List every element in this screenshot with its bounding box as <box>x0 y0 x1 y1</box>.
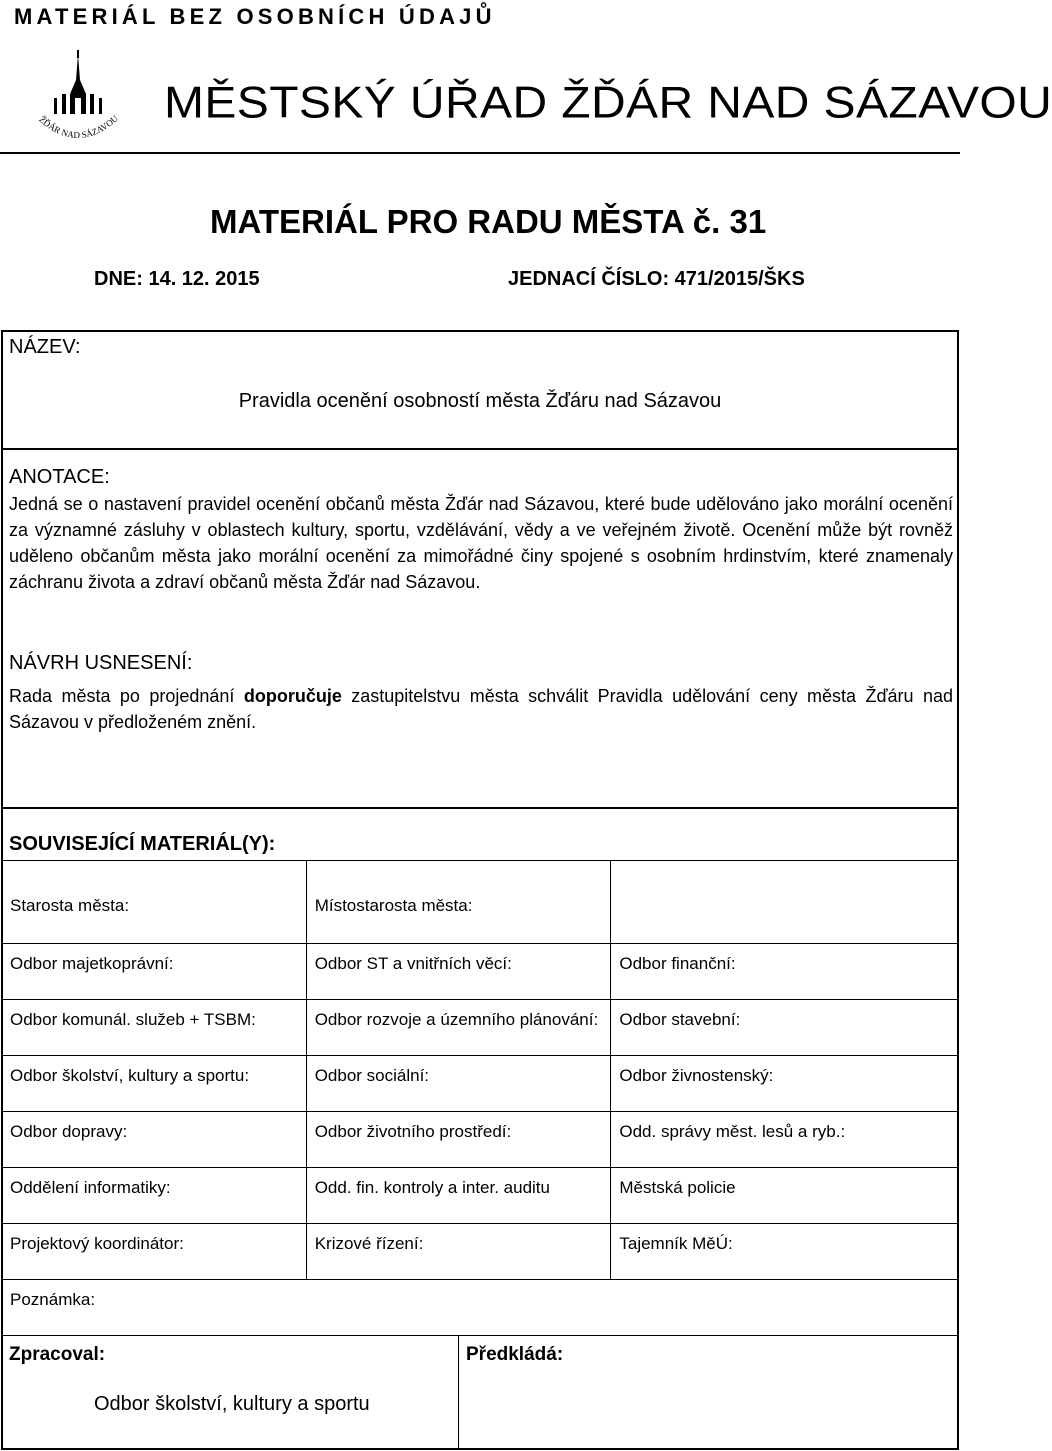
table-cell: Odbor rozvoje a územního plánování: <box>306 1000 611 1056</box>
table-cell: Místostarosta města: <box>306 861 611 944</box>
table-row <box>2 1000 959 1056</box>
logo-text: ŽĎÁR NAD SÁZAVOU <box>37 113 120 141</box>
table-row <box>2 1056 959 1112</box>
reference-number: JEDNACÍ ČÍSLO: 471/2015/ŠKS <box>508 268 805 290</box>
table-cell: Oddělení informatiky: <box>2 1168 307 1224</box>
table-cell: Odbor finanční: <box>611 944 959 1000</box>
related-departments-table <box>1 860 959 1336</box>
table-row <box>2 1224 959 1280</box>
souvisejici-label: SOUVISEJÍCÍ MATERIÁL(Y): <box>9 833 276 855</box>
table-cell: Odbor školství, kultury a sportu: <box>2 1056 307 1112</box>
navrh-text-bold: doporučuje <box>243 686 342 706</box>
table-cell: Odbor dopravy: <box>2 1112 307 1168</box>
footer-divider <box>458 1335 459 1449</box>
nazev-value: Pravidla ocenění osobností města Žďáru nad Sázavou <box>238 390 722 412</box>
navrh-text-before: Rada města po projednání <box>9 686 244 706</box>
navrh-label: NÁVRH USNESENÍ: <box>9 652 193 674</box>
table-cell: Odbor majetkoprávní: <box>2 944 307 1000</box>
table-cell: Starosta města: <box>2 861 307 944</box>
table-cell: Odbor životního prostředí: <box>306 1112 611 1168</box>
table-cell: Krizové řízení: <box>306 1224 611 1280</box>
anotace-label: ANOTACE: <box>9 466 110 488</box>
table-cell: Městská policie <box>611 1168 959 1224</box>
table-row <box>2 1168 959 1224</box>
table-cell: Odbor živnostenský: <box>611 1056 959 1112</box>
navrh-text-after: zastupitelstvu města schválit Pravidla udělování ceny města Žďáru nad Sázavou v předloženém znění. <box>9 686 953 732</box>
zpracoval-value: Odbor školství, kultury a sportu <box>94 1393 370 1415</box>
section-divider <box>1 448 959 450</box>
header-divider <box>0 152 960 154</box>
meeting-date: DNE: 14. 12. 2015 <box>94 268 260 290</box>
predklada-label: Předkládá: <box>466 1344 564 1365</box>
table-cell: Odbor stavební: <box>611 1000 959 1056</box>
svg-text:ŽĎÁR NAD SÁZAVOU <box>37 113 120 140</box>
table-cell <box>611 861 959 944</box>
table-row <box>2 1112 959 1168</box>
office-title: MĚSTSKÝ ÚŘAD ŽĎÁR NAD SÁZAVOU <box>164 78 1052 128</box>
table-cell: Tajemník MěÚ: <box>611 1224 959 1280</box>
navrh-text <box>9 683 953 735</box>
table-cell: Odbor komunál. služeb + TSBM: <box>2 1000 307 1056</box>
anotace-text: Jedná se o nastavení pravidel ocenění občanů města Žďár nad Sázavou, které bude udělováno jako morální ocenění za významné zásluhy v oblastech kultury, sportu, vzdělávání, vědy a ve veřejném životě. Ocenění může být rovněž uděleno občanům města jako morální ocenění za mimořádné činy spojené s osobním hrdinstvím, které znamenaly záchranu života a zdraví občanů města Žďár nad Sázavou. <box>9 494 953 592</box>
table-row <box>2 944 959 1000</box>
document-heading: MATERIÁL PRO RADU MĚSTA č. 31 <box>210 203 767 240</box>
note-cell: Poznámka: <box>2 1280 959 1336</box>
table-cell: Odbor sociální: <box>306 1056 611 1112</box>
city-logo-icon <box>26 50 130 154</box>
table-cell: Odd. správy měst. lesů a ryb.: <box>611 1112 959 1168</box>
table-cell: Projektový koordinátor: <box>2 1224 307 1280</box>
document-banner: MATERIÁL BEZ OSOBNÍCH ÚDAJŮ <box>14 4 496 29</box>
table-cell: Odbor ST a vnitřních věcí: <box>306 944 611 1000</box>
section-divider <box>1 807 959 809</box>
table-cell: Odd. fin. kontroly a inter. auditu <box>306 1168 611 1224</box>
zpracoval-label: Zpracoval: <box>9 1344 106 1365</box>
table-row <box>2 1280 959 1336</box>
nazev-label: NÁZEV: <box>9 336 81 358</box>
table-row <box>2 861 959 944</box>
